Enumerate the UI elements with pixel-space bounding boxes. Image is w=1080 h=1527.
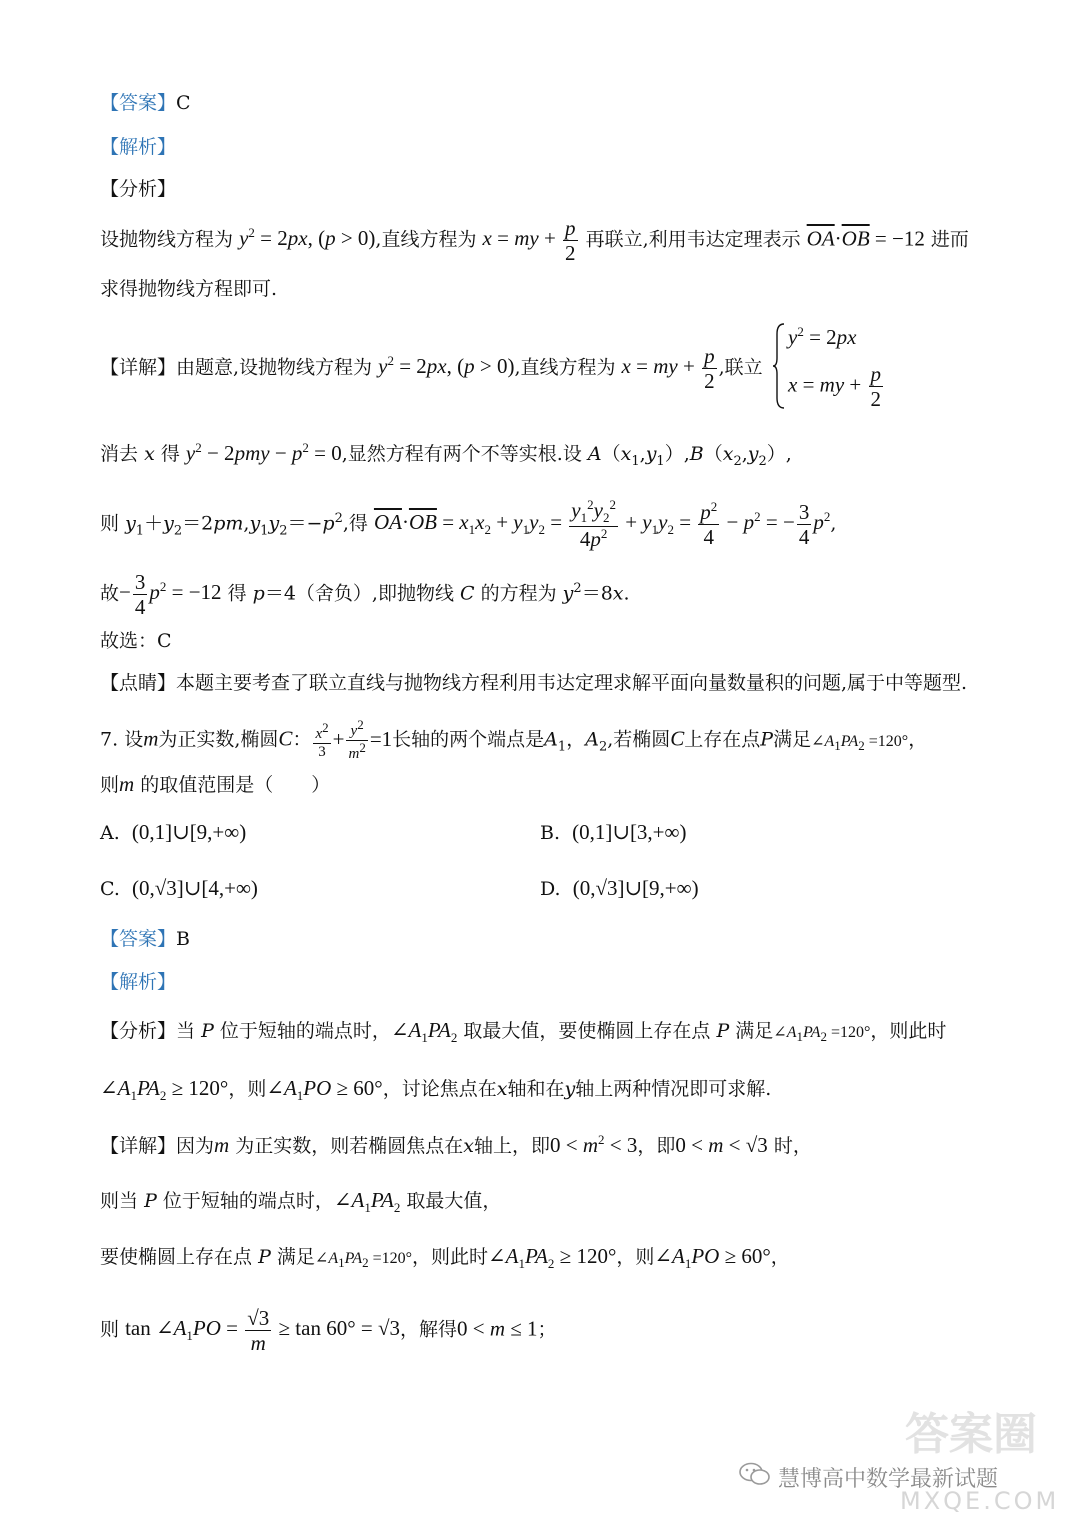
answer-line-q6: [100, 92, 191, 115]
analysis-tag: 【解析】: [100, 971, 177, 993]
vieta-line: 则 $y_1+y_2=2pm,y_1y_2=-p^2$,得 $\overline{OA}\cdot\overline{OB} = x_1x_2 + y_1y_2$ = $\frac{y_1^2y_2^2}{4p^2}$ + $y_1y_2$ = $\frac{p^2}{4}$ − $p^2$ = − $\frac{3}{4}$ $p^2$,: [100, 497, 837, 552]
analysis-tag: 【解析】: [100, 136, 177, 158]
formula: $\overline{OA}\cdot\overline{OB} = x_1x_2 + y_1y_2$ = $\frac{y_1^2y_2^2}{4p^2}$ + $y_1y_2$ = $\frac{p^2}{4}$ − $p^2$ = − $\frac{3}{4}$ $p^2$: [373, 497, 831, 552]
answer-tag: 【答案】: [100, 928, 177, 950]
result-line: 故− $\frac{3}{4}$ $p^2 = -12$ 得 p＝4（舍负）,即抛物线 C 的方程为 $y^2=8x$.: [100, 570, 630, 620]
option-a[interactable]: A. (0,1]∪[9,+∞): [100, 820, 247, 844]
q7-detail-3: 要使椭圆上存在点 P 满足$\angle A_1PA_2 =120^\circ$，则此时$\angle A_1PA_2 \ge 120^\circ$，则$\angle A_1PO \ge 60^\circ$，: [100, 1244, 790, 1272]
q7-fenxi-2: $\angle A_1PA_2 \ge 120^\circ$，则$\angle A_1PO \ge 60^\circ$，讨论焦点在x轴和在y轴上两种情况即可求解.: [100, 1076, 772, 1104]
formula: $\frac{x^2}{3}$ + $\frac{y^2}{m^2}$ =1: [315, 717, 393, 763]
q7-stem-2: 则m 的取值范围是（ ）: [100, 772, 331, 796]
q7-fenxi-1: 【分析】当 P 位于短轴的端点时，$\angle A_1PA_2$ 取最大值，要使椭圆上存在点 P 满足$\angle A_1PA_2 =120^\circ$，则此时: [100, 1018, 947, 1046]
system-brace: [772, 322, 786, 410]
formula: $y^2 = 2px$, (p > 0): [378, 353, 515, 379]
answer-tag: 【答案】: [100, 92, 177, 114]
elim-line: 消去 x 得 $y^2 - 2pmy - p^2 = 0$,显然方程有两个不等实根.设 $A(x_1,y_1),B(x_2,y_2)$,: [100, 440, 792, 469]
formula: $\tan \angle A_1PO$ = $\frac{√3}{m}$ ≥ tan 60° = √3: [125, 1306, 400, 1356]
q7-detail-2: 则当 P 位于短轴的端点时，$\angle A_1PA_2$ 取最大值，: [100, 1188, 502, 1216]
answer-value: B: [176, 928, 190, 950]
q7-detail-4: 则 $\tan \angle A_1PO$ = $\frac{√3}{m}$ ≥ tan 60° = √3，解得0 < m ≤ 1；: [100, 1306, 557, 1356]
formula: $y^2 = 2px$, (p > 0): [239, 225, 376, 251]
formula: − $\frac{3}{4}$ $p^2 = -12$: [119, 570, 222, 620]
watermark-text: 慧博高中数学最新试题: [778, 1467, 999, 1492]
answer-value: C: [176, 92, 191, 114]
watermark-stamp: 答案圈: [905, 1409, 1037, 1460]
formula: x = my + $\frac{p}{2}$: [482, 216, 576, 266]
detail-line-1: 【详解】由题意,设抛物线方程为 $y^2 = 2px$, (p > 0),直线方程为 x = my + $\frac{p}{2}$ ,联立: [100, 344, 763, 394]
option-d[interactable]: D. (0,√3]∪[9,+∞): [540, 876, 699, 900]
fenxi-line-1: 设抛物线方程为 $y^2 = 2px$, (p > 0),直线方程为 x = my + $\frac{p}{2}$ 再联立,利用韦达定理表示 $\overline{OA}\cdot\overline{OB} = -12$ 进而: [100, 216, 969, 266]
fenxi-tag: 【分析】: [100, 178, 177, 200]
watermark-site: MXQE.COM: [900, 1487, 1060, 1515]
dianjing-line: 【点睛】本题主要考查了联立直线与抛物线方程利用韦达定理求解平面向量数量积的问题,属于中等题型.: [100, 672, 968, 694]
q7-stem-1: 7. 设m为正实数,椭圆C： $\frac{x^2}{3}$ + $\frac{y^2}{m^2}$ =1长轴的两个端点是$A_1$，$A_2$,若椭圆C上存在点P满足$\angle A_1PA_2 =120^\circ$，: [100, 717, 928, 763]
answer-line-q7: [100, 928, 190, 951]
choice-line: 故选：C: [100, 630, 172, 652]
formula: $\overline{OA}\cdot\overline{OB} = -12$: [806, 226, 925, 251]
system-eq-1: $y^2 = 2px$: [788, 324, 857, 349]
option-b[interactable]: B. (0,1]∪[3,+∞): [540, 820, 687, 844]
formula: x = my + $\frac{p}{2}$: [621, 344, 715, 394]
system-eq-2: x = my + $\frac{p}{2}$: [788, 362, 882, 412]
fenxi-line-2: 求得抛物线方程即可.: [100, 278, 278, 300]
option-c[interactable]: C. (0,√3]∪[4,+∞): [100, 876, 258, 900]
wechat-icon: [738, 1462, 772, 1486]
formula: $y^2 - 2pmy - p^2 = 0$: [185, 440, 342, 465]
q7-detail-1: 【详解】因为m 为正实数，则若椭圆焦点在x轴上，即$0 < m^2 < 3$，即0 < m < √3 时，: [100, 1132, 812, 1157]
